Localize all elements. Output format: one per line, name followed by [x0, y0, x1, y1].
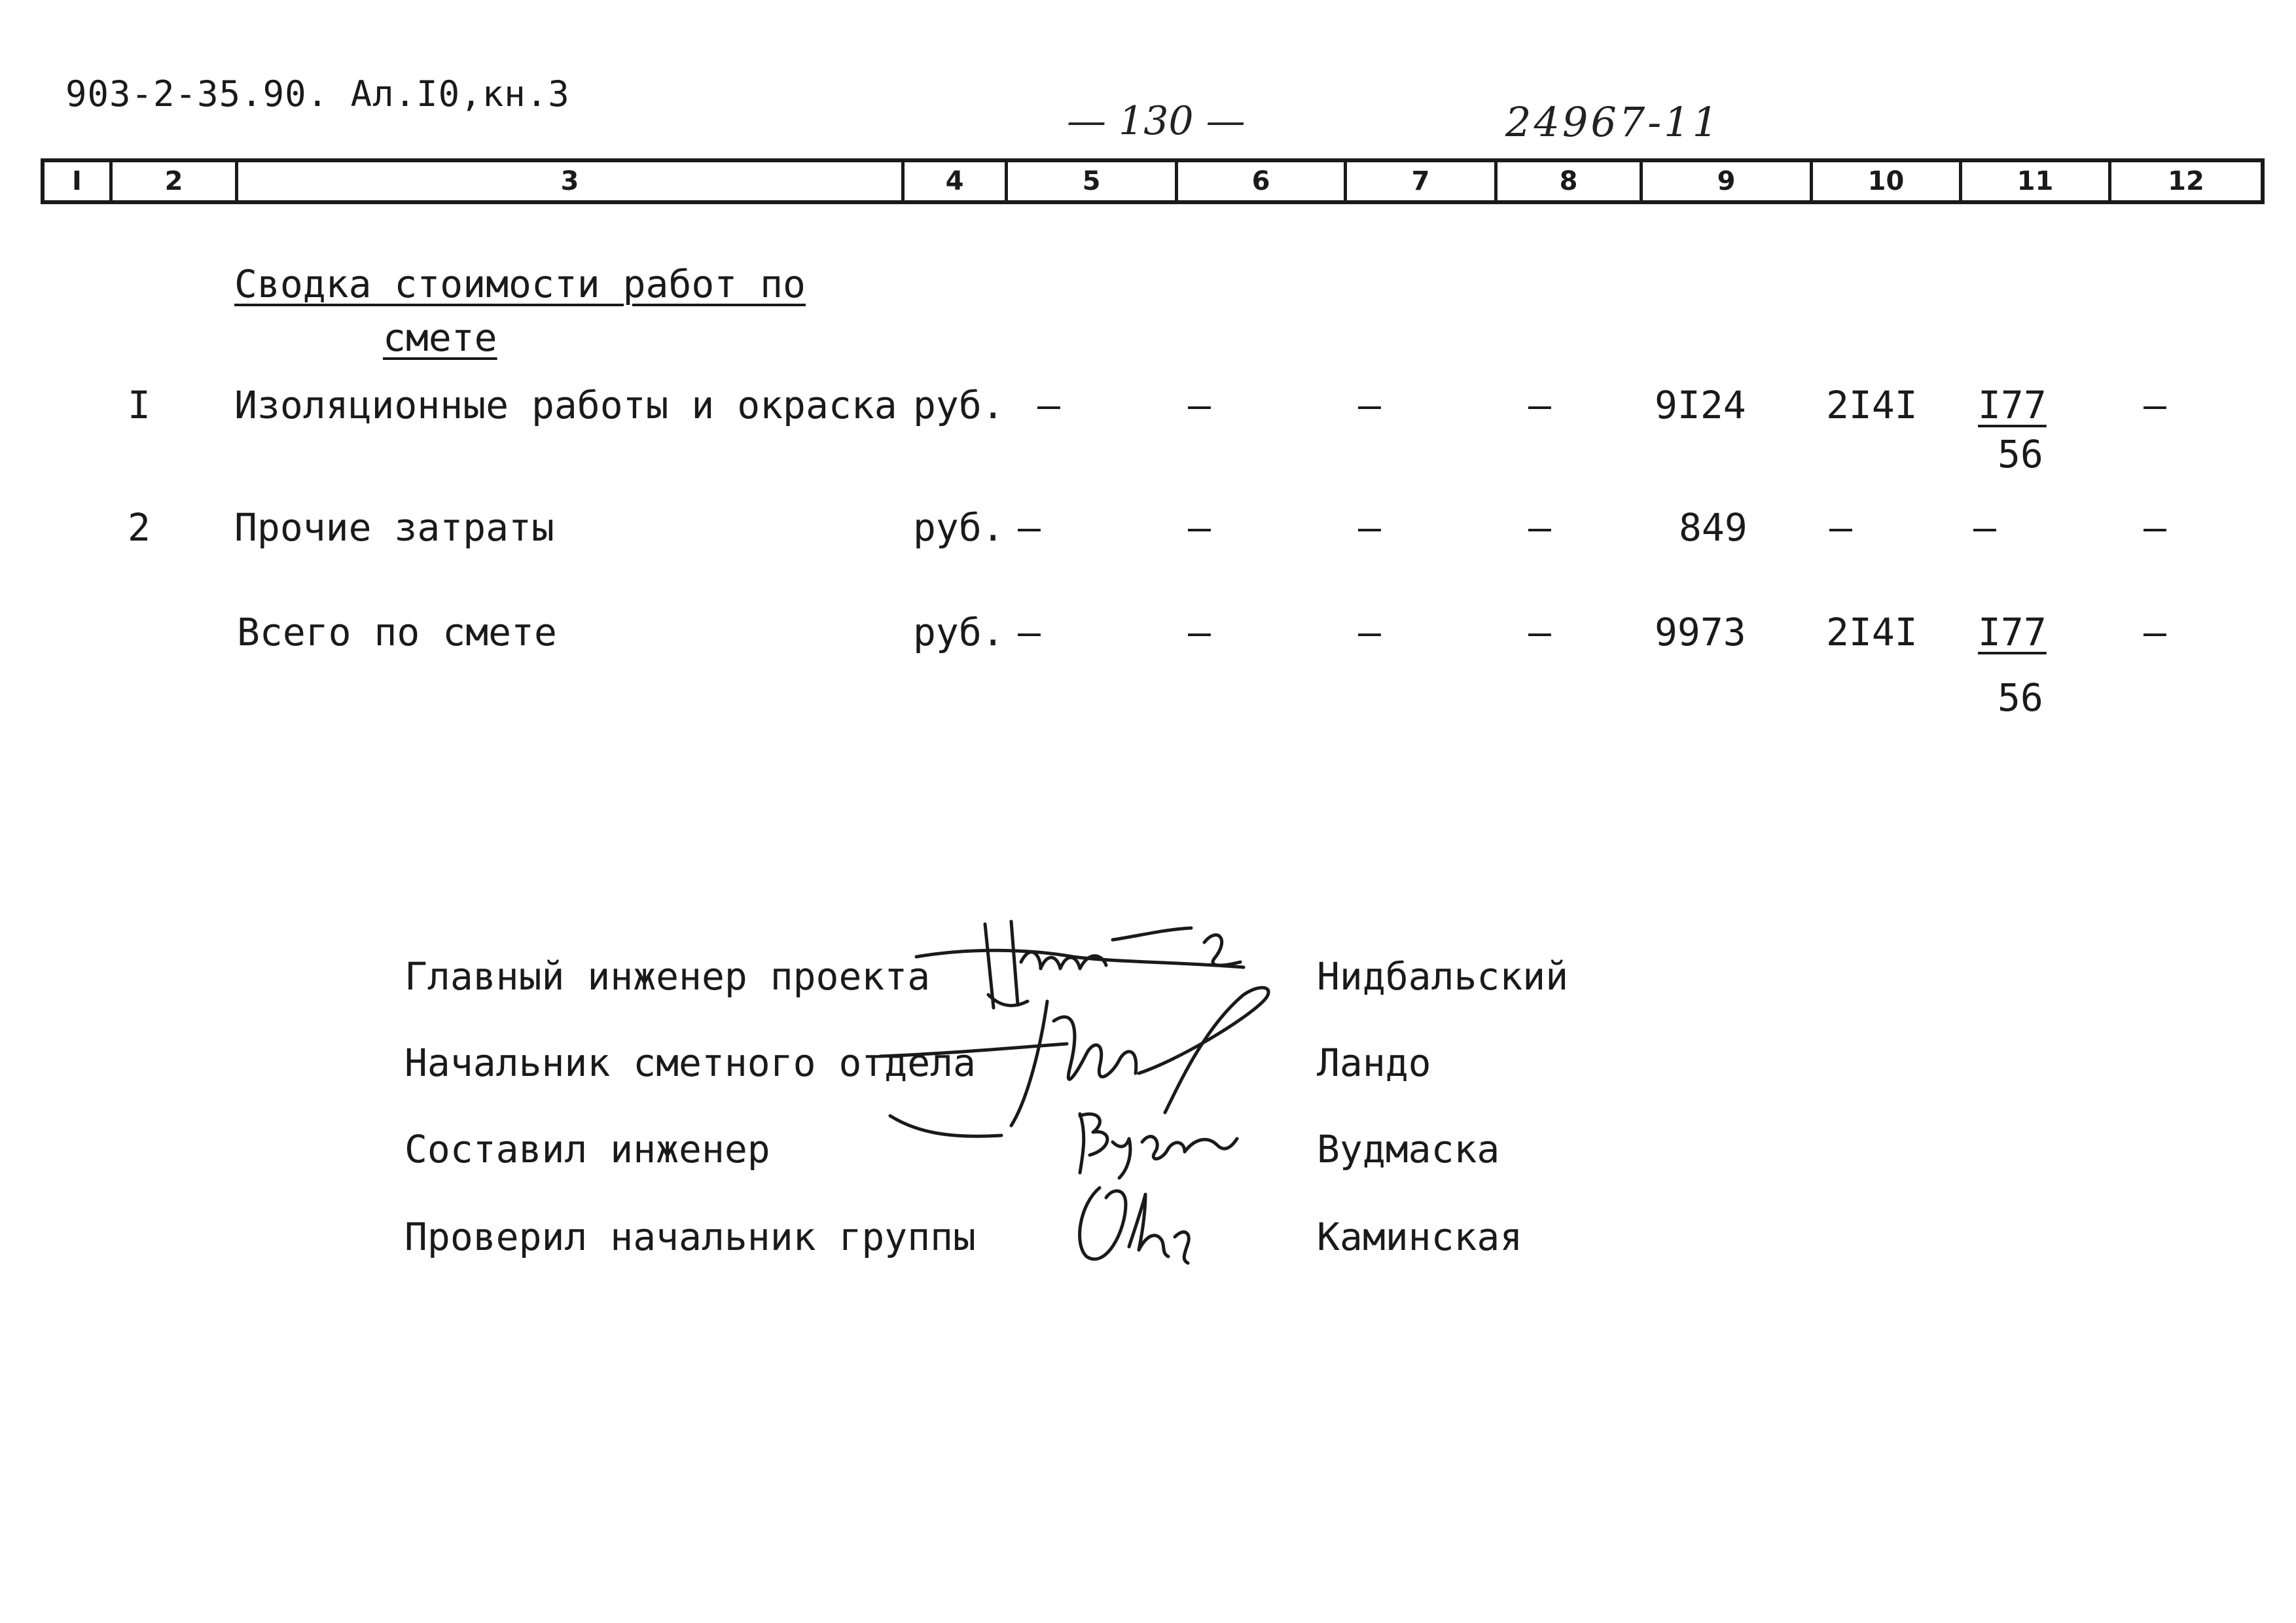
row-col9: 9973 — [1655, 610, 1746, 654]
column-number: 6 — [1178, 162, 1347, 200]
signature-kaminskaya — [1080, 1188, 1189, 1263]
row-col5: – — [1018, 505, 1041, 550]
row-col6: – — [1188, 383, 1211, 427]
row-unit: руб. — [913, 505, 1005, 550]
row-col8: – — [1528, 383, 1551, 427]
page-number-value: 130 — [1119, 98, 1194, 144]
signature-vudmaska — [1080, 1114, 1237, 1178]
signature-person: Нидбальский — [1317, 954, 1569, 999]
column-number: 9 — [1643, 162, 1813, 200]
row-col9: 9I24 — [1655, 383, 1746, 427]
signature-role: Главный инженер проекта — [404, 954, 931, 999]
row-col10: – — [1829, 505, 1852, 550]
row-name: Прочие затраты — [234, 505, 554, 550]
signature-role: Составил инженер — [404, 1127, 770, 1171]
row-col5: – — [1018, 610, 1041, 654]
signature-role: Начальник сметного отдела — [404, 1041, 976, 1085]
row-col7: – — [1358, 610, 1381, 654]
column-number: 7 — [1347, 162, 1498, 200]
summary-title-continued: смете — [383, 315, 497, 360]
page-number: — 130 — — [1067, 98, 1246, 144]
row-col9: 849 — [1679, 505, 1748, 550]
row-col12: – — [2144, 610, 2166, 654]
signature-person: Вудмаска — [1317, 1127, 1500, 1171]
column-number: 8 — [1498, 162, 1643, 200]
row-col11-sub: 56 — [1998, 432, 2043, 476]
signature-lando — [880, 988, 1268, 1136]
signature-person: Ландо — [1317, 1041, 1431, 1085]
column-number: I — [45, 162, 113, 200]
inventory-number: 24967-11 — [1505, 98, 1721, 146]
row-col11: – — [1973, 505, 1996, 550]
column-number: 12 — [2168, 166, 2204, 196]
row-col5: – — [1037, 383, 1060, 427]
row-col6: – — [1188, 505, 1211, 550]
summary-title: Сводка стоимости работ по — [234, 262, 806, 306]
signature-role: Проверил начальник группы — [404, 1215, 976, 1259]
row-name: Изоляционные работы и окраска — [234, 383, 897, 427]
row-col12: – — [2144, 505, 2166, 550]
row-col12: – — [2144, 383, 2166, 427]
document-code: 903-2-35.90. Ал.I0,кн.3 — [65, 73, 570, 115]
row-col10: 2I4I — [1826, 383, 1918, 427]
row-col10: 2I4I — [1826, 610, 1918, 654]
row-col11: I77 — [1978, 383, 2047, 427]
column-number: 11 — [1962, 162, 2111, 200]
signature-nidbalsky — [916, 921, 1244, 1008]
column-number: 5 — [1008, 162, 1178, 200]
row-number: 2 — [128, 505, 151, 550]
row-col11: I77 — [1978, 610, 2047, 654]
column-number: 2 — [113, 162, 238, 200]
column-number: 3 — [238, 162, 905, 200]
row-number: I — [128, 383, 151, 427]
row-col11-sub: 56 — [1998, 675, 2043, 720]
row-col8: – — [1528, 610, 1551, 654]
total-row-name: Всего по смете — [237, 610, 557, 654]
column-number: 10 — [1813, 162, 1962, 200]
column-number: 4 — [905, 162, 1008, 200]
row-col6: – — [1188, 610, 1211, 654]
row-unit: руб. — [913, 610, 1005, 654]
row-col8: – — [1528, 505, 1551, 550]
row-unit: руб. — [913, 383, 1005, 427]
signature-person: Каминская — [1317, 1215, 1523, 1259]
row-col7: – — [1358, 383, 1381, 427]
row-col7: – — [1358, 505, 1381, 550]
